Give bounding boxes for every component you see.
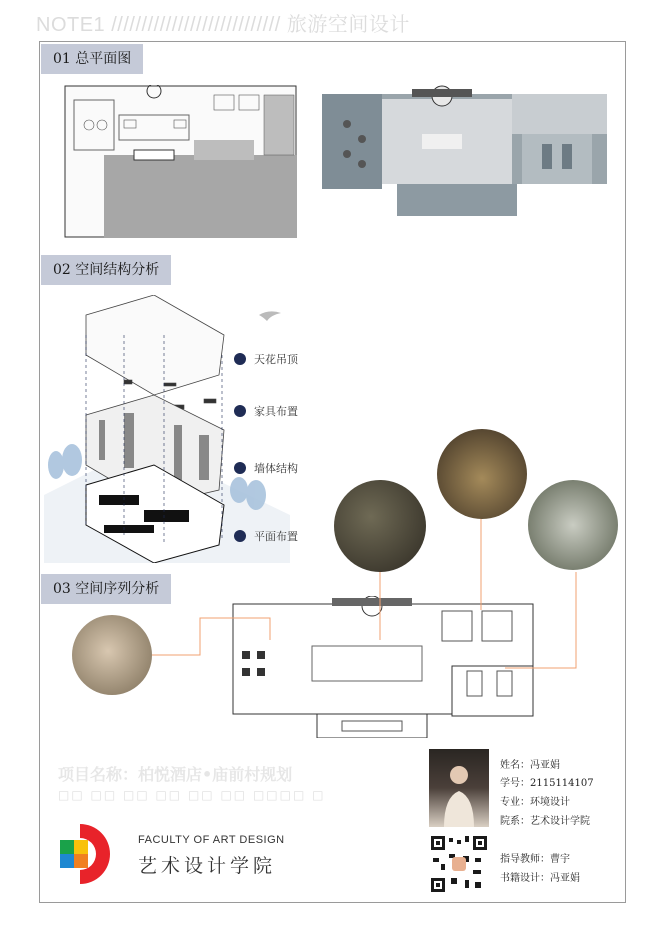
faculty-name-en: FACULTY OF ART DESIGN: [138, 834, 285, 846]
legend-label: 平面布置: [254, 530, 298, 543]
legend-label: 家具布置: [254, 405, 298, 418]
project-tags: □□ □□ □□ □□ □□ □□ □□□□ □: [58, 788, 326, 802]
section-title-structure: 02 空间结构分析: [41, 255, 171, 285]
faculty-logo: [58, 822, 122, 886]
student-name: 姓名：冯亚娟: [500, 760, 560, 771]
page-header: NOTE1 //////////////////////////// 旅游空间设计: [36, 14, 410, 36]
legend-label: 天花吊顶: [254, 353, 298, 366]
student-school: 院系：艺术设计学院: [500, 816, 590, 827]
project-name: 项目名称：柏悦酒店•庙前村规划: [58, 765, 293, 784]
faculty-name-cn: 艺术设计学院: [138, 855, 277, 877]
student-id: 学号：2115114107: [500, 778, 594, 789]
student-major: 专业：环境设计: [500, 797, 570, 808]
qr-code[interactable]: [429, 834, 489, 894]
advisor: 指导教师：曹宇: [500, 854, 570, 865]
book-designer: 书籍设计：冯亚娟: [500, 873, 580, 884]
student-photo: [429, 749, 489, 827]
section-title-site-plan: 01 总平面图: [41, 44, 143, 74]
legend-label: 墙体结构: [254, 462, 298, 475]
section-title-sequence: 03 空间序列分析: [41, 574, 171, 604]
